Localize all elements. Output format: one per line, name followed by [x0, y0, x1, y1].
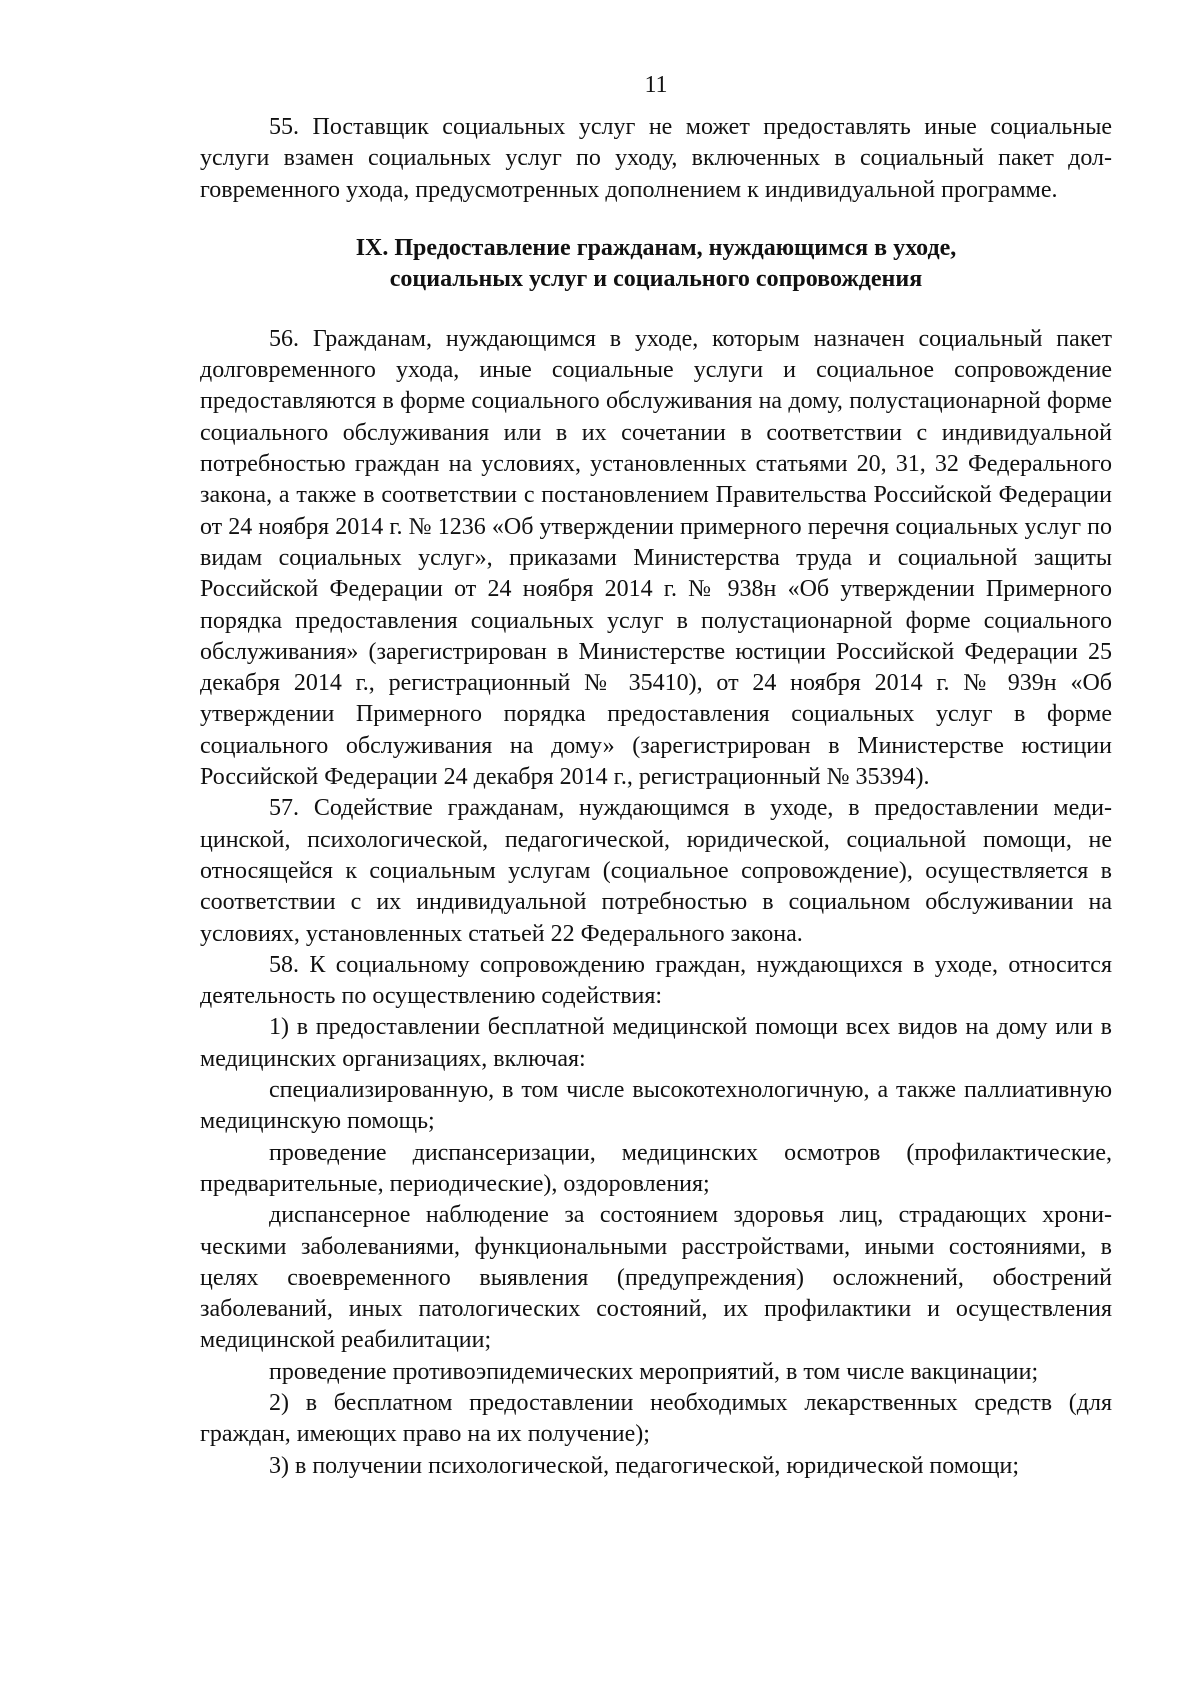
- section-heading: [200, 233, 1112, 295]
- paragraph-58-item-1-specialized: специализированную, в том числе высокотехнологичную, а также паллиативную медицинскую помощь;: [200, 1077, 1112, 1135]
- document-page: [200, 68, 1112, 1482]
- page-number: 11: [644, 72, 668, 98]
- paragraph-58-item-1-antiepidemic: проведение противоэпидемических мероприятий, в том числе вакцинации;: [269, 1358, 1039, 1385]
- paragraph-58-item-1-dispensarization: проведение диспансеризации, медицинских осмотров (профилактические, предварительные, периодические), оздоровления;: [200, 1139, 1112, 1197]
- paragraph-56: 56. Гражданам, нуждающимся в уходе, которым назначен социальный пакет долговременного ухода, иные социальные услуги и социальное сопровождение предоставляются в форме социального обслуживания на дому, полустационарной форме социального обслуживания или в их сочетании в соответствии с индивидуальной потребностью граждан на условиях, установленных статьями 20, 31, 32 Федерального закона, а также в соответствии с постановлением Правительства Российской Федерации от 24 ноября 2014 г. № 1236 «Об утверждении примерного перечня социальных услуг по видам социальных услуг», приказами Министерства труда и социальной защиты Российской Федерации от 24 ноября 2014 г. № 938н «Об утверждении Примерного порядка предоставления социальных услуг в полустационарной форме социального обслуживания» (зарегистрирован в Министерстве юстиции Российской Федерации 25 декабря 2014 г., регистрационный № 35410), от 24 ноября 2014 г. № 939н «Об утверждении Примерного порядка предоставления социальных услуг в форме социального обслуживания на дому» (зарегистрирован в Министерстве юстиции Российской Федерации 24 декабря 2014 г., регистрационный № 35394).: [200, 325, 1112, 791]
- paragraph-58-item-1-observation: диспансерное наблюдение за состоянием здоровья лиц, страдающих хроническими заболеваниями, функциональными расстройствами, иными состояниями, в целях своевременного выявления (предупреждения) осложнений, обострений заболеваний, иных патологических состояний, их профилактики и осуществления медицинской реабилитации;: [200, 1202, 1112, 1354]
- section-heading-line-1: IX. Предоставление гражданам, нуждающимся в уходе,: [355, 234, 957, 261]
- paragraph-58-item-1: 1) в предоставлении бесплатной медицинской помощи всех видов на дому или в медицинских организациях, включая:: [200, 1014, 1112, 1072]
- paragraph-58-item-3: 3) в получении психологической, педагогической, юридической помощи;: [269, 1452, 1019, 1479]
- paragraph-57: 57. Содействие гражданам, нуждающимся в уходе, в предоставлении медицинской, психологической, педагогической, юридической, социальной помощи, не относящейся к социальным услугам (социальное сопровождение), осуществляется в соответствии с их индивидуальной потребностью в социальном обслуживании на условиях, установленных статьей 22 Федерального закона.: [200, 795, 1112, 947]
- paragraph-58: 58. К социальному сопровождению граждан, нуждающихся в уходе, относится деятельность по осуществлению содействия:: [200, 951, 1112, 1010]
- section-heading-line-2: социальных услуг и социального сопровождения: [389, 265, 923, 292]
- paragraph-55: 55. Поставщик социальных услуг не может предоставлять иные социальные услуги взамен социальных услуг по уходу, включенных в социальный пакет долговременного ухода, предусмотренных дополнением к индивидуальной программе.: [200, 114, 1112, 203]
- paragraph-58-item-2: 2) в бесплатном предоставлении необходимых лекарственных средств (для граждан, имеющих право на их получение);: [200, 1389, 1112, 1448]
